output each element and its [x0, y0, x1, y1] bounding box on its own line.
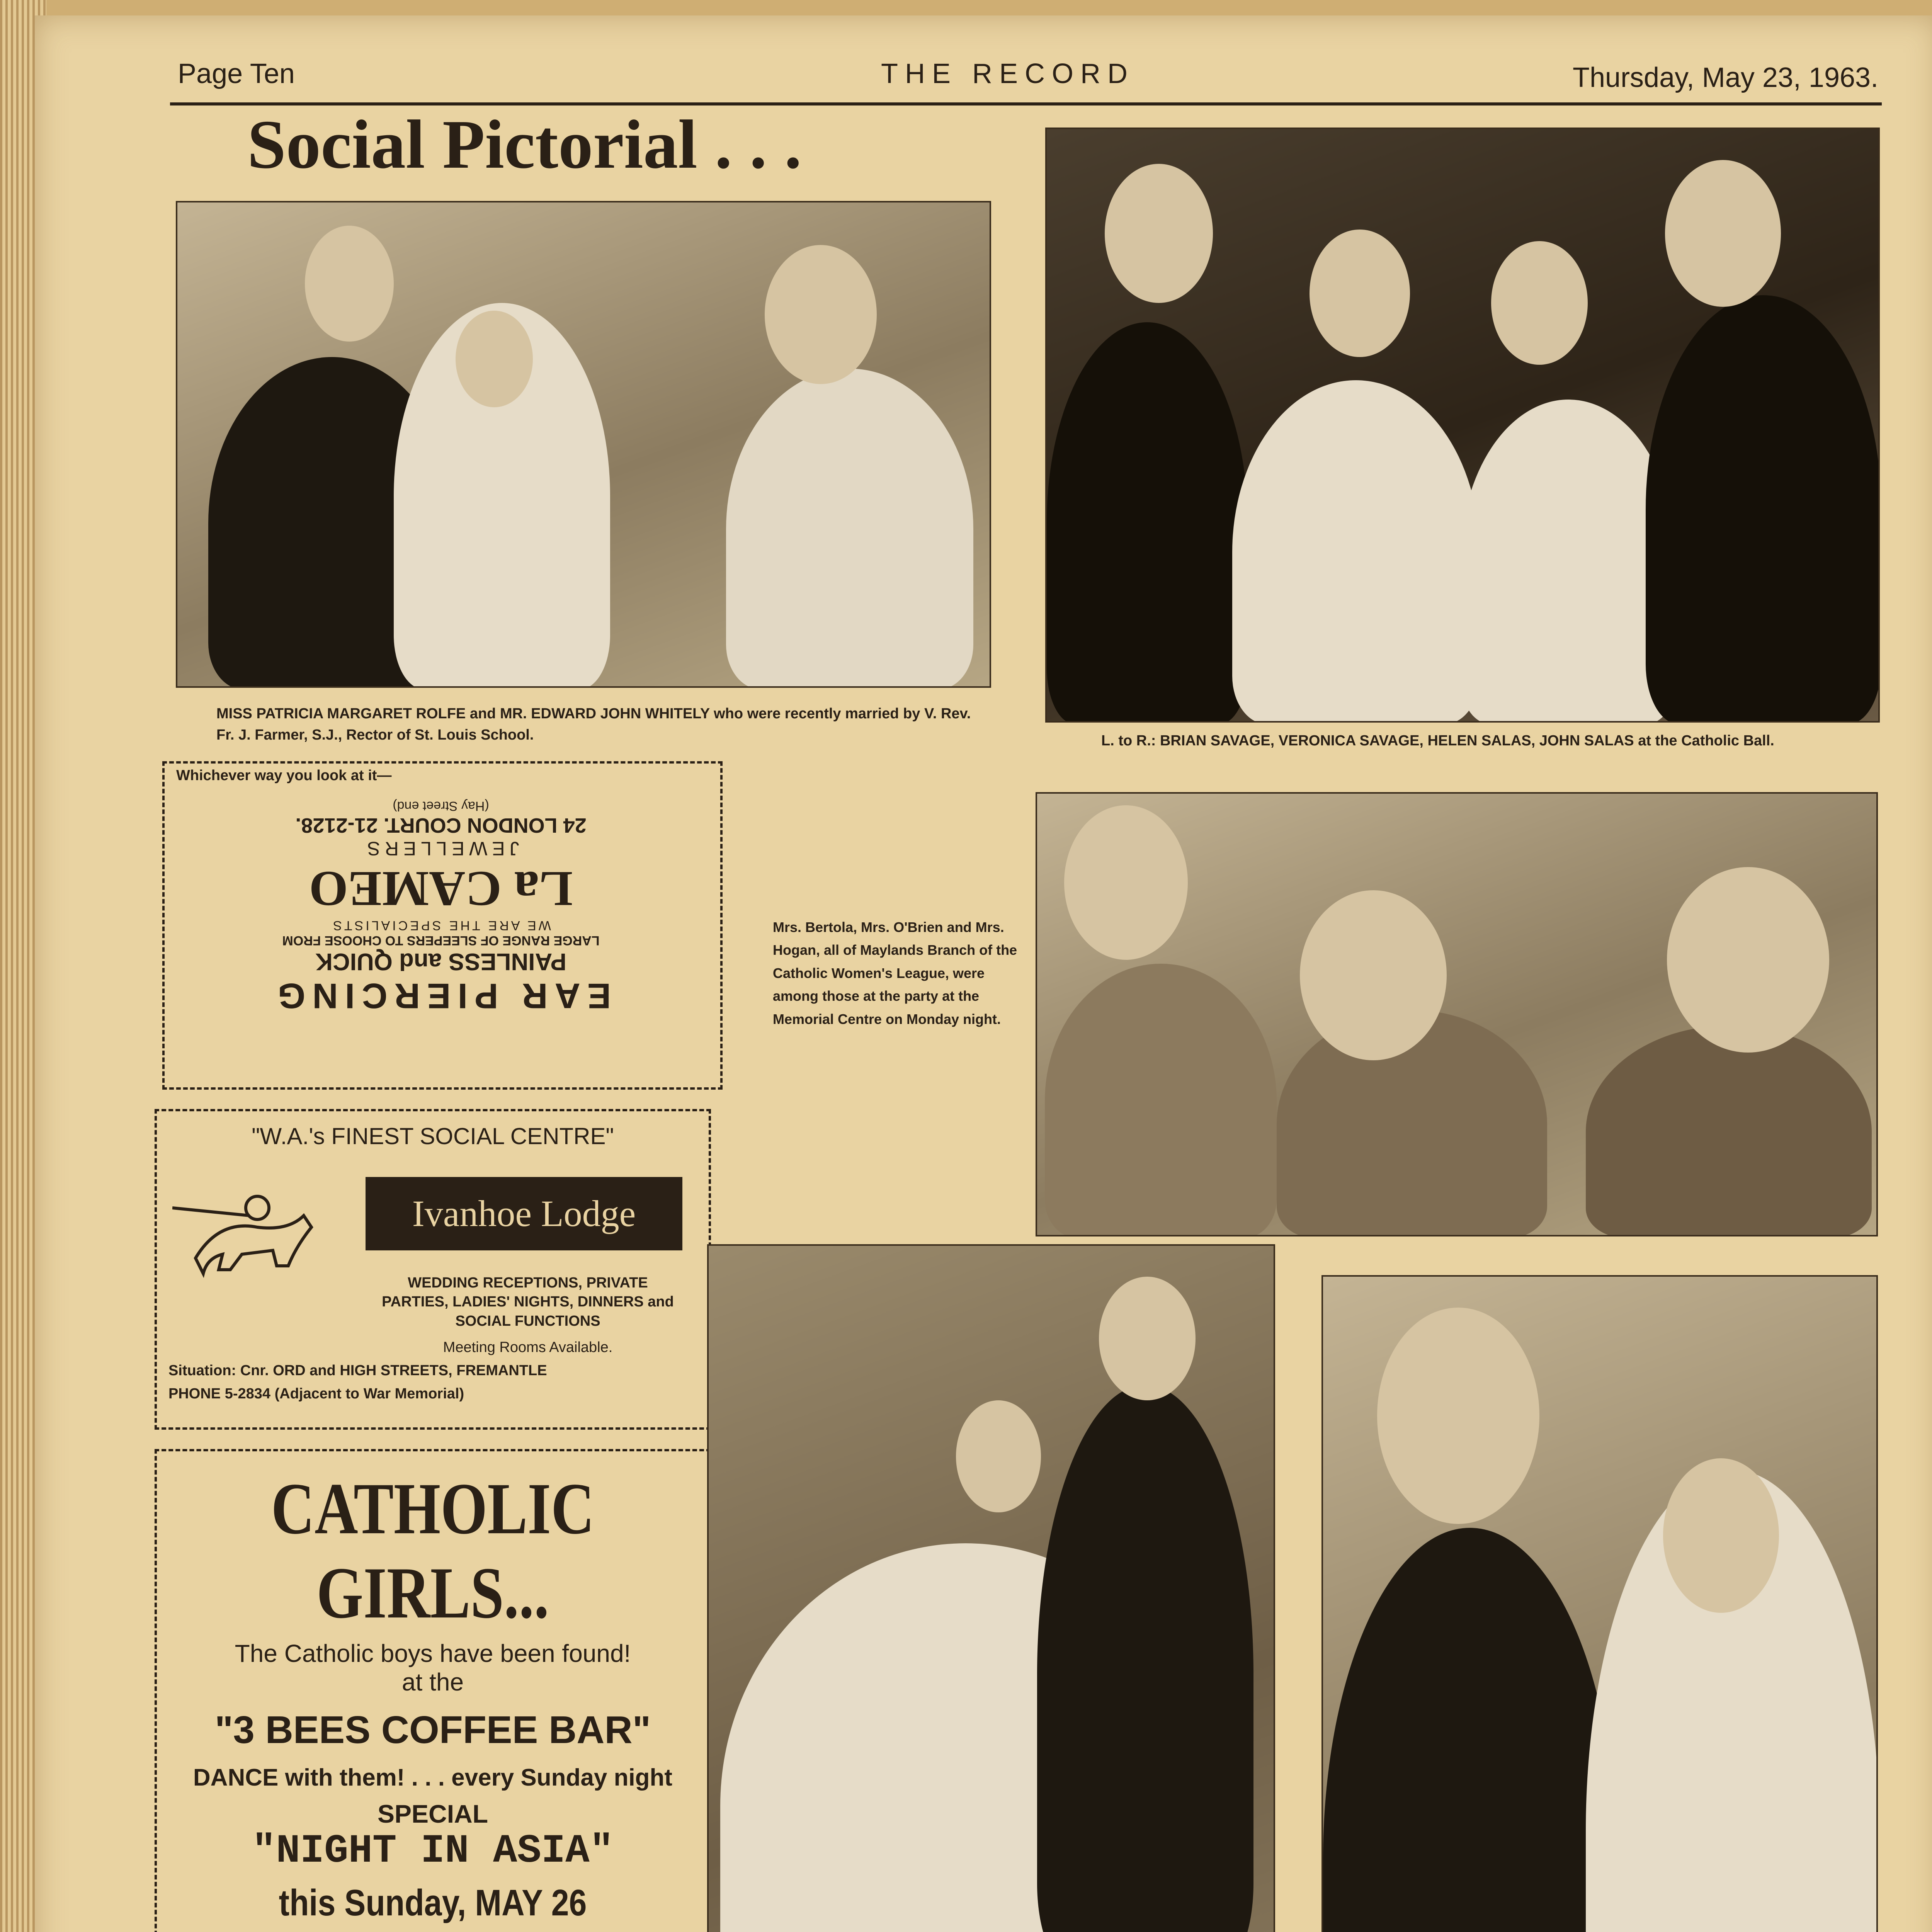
anne-lynette-face [1663, 1458, 1779, 1613]
photo-cwl-ladies [1036, 792, 1878, 1236]
ad-catholic-girls [155, 1449, 711, 1932]
john-salas-figure [1646, 295, 1880, 723]
cameo-specialists: WE ARE THE SPECIALISTS [331, 918, 551, 933]
helen-salas-figure [1460, 400, 1677, 723]
veronica-brown-face [956, 1400, 1041, 1512]
priest-face [765, 245, 877, 384]
ivanhoe-tagline: "W.A.'s FINEST SOCIAL CENTRE" [252, 1123, 614, 1149]
girls-title: CATHOLIC GIRLS... [271, 1468, 595, 1634]
terry-edwards-face [1099, 1277, 1196, 1400]
john-hooper-figure [1323, 1528, 1617, 1932]
veronica-savage-figure [1232, 380, 1480, 723]
veronica-savage-face [1310, 230, 1410, 357]
girls-night-in-asia: "NIGHT IN ASIA" [252, 1828, 614, 1874]
girls-date: this Sunday, MAY 26 [279, 1882, 587, 1923]
john-hooper-face [1377, 1308, 1539, 1524]
mrs-obrien-face [1300, 890, 1447, 1060]
caption-cwl-party: Mrs. Bertola, Mrs. O'Brien and Mrs. Hogan, all of Maylands Branch of the Catholic Women's League, were among those at the party at the Memorial Centre on Monday night. [773, 919, 1017, 1027]
ivanhoe-lodge-name: Ivanhoe Lodge [366, 1177, 682, 1250]
cameo-ear-piercing: EAR PIERCING [270, 976, 611, 1015]
ad-ivanhoe-lodge [155, 1109, 711, 1430]
mrs-hogan-figure [1586, 1026, 1872, 1236]
priest-figure [726, 369, 973, 688]
mrs-bertola-figure [1045, 964, 1277, 1236]
cameo-painless: PAINLESS and QUICK [315, 948, 566, 975]
brian-savage-figure [1047, 322, 1248, 723]
photo-rolfe-whitely-wedding [176, 201, 991, 688]
mrs-hogan-face [1667, 867, 1829, 1053]
cameo-address: 24 LONDON COURT. 21-2128. [295, 814, 587, 837]
ivanhoe-phone: PHONE 5-2834 (Adjacent to War Memorial) [168, 1386, 464, 1402]
girls-line1: The Catholic boys have been found! [235, 1639, 631, 1667]
photo-dawson-hooper [1321, 1275, 1878, 1932]
cameo-street-note: (Hay Street end) [393, 799, 489, 813]
ivanhoe-description: WEDDING RECEPTIONS, PRIVATE PARTIES, LADIES' NIGHTS, DINNERS and SOCIAL FUNCTIONS [382, 1275, 674, 1329]
issue-date: Thursday, May 23, 1963. [1573, 62, 1879, 93]
cameo-intro: Whichever way you look at it— [176, 767, 392, 784]
caption-catholic-ball: L. to R.: BRIAN SAVAGE, VERONICA SAVAGE, HELEN SALAS, JOHN SALAS at the Catholic Ball. [1101, 733, 1774, 749]
ivanhoe-rooms: Meeting Rooms Available. [443, 1339, 613, 1355]
cameo-name: La CAMEO [309, 861, 573, 917]
cameo-jewellers: JEWELLERS [362, 838, 519, 859]
caption-rolfe-whitely: MISS PATRICIA MARGARET ROLFE and MR. EDWARD JOHN WHITELY who were recently married by V. Rev. Fr. J. Farmer, S.J., Rector of St. Louis School. [216, 706, 971, 743]
girls-dance-rest: with them! . . . every Sunday night [285, 1764, 673, 1791]
helen-salas-face [1491, 241, 1588, 365]
girls-venue: "3 BEES COFFEE BAR" [214, 1708, 651, 1752]
mrs-bertola-face [1064, 805, 1188, 960]
photo-brown-edwards [707, 1244, 1275, 1932]
john-salas-face [1665, 160, 1781, 307]
groom-face [305, 226, 394, 342]
knight-on-horse-icon [172, 1173, 342, 1289]
masthead: THE RECORD [881, 58, 1135, 89]
brian-savage-face [1105, 164, 1213, 303]
photo-catholic-ball [1045, 128, 1880, 723]
girls-line2: at the [401, 1668, 464, 1696]
cameo-sleepers: LARGE RANGE OF SLEEPERS TO CHOOSE FROM [282, 933, 600, 948]
ivanhoe-situation: Situation: Cnr. ORD and HIGH STREETS, FREMANTLE [168, 1362, 547, 1379]
page-number: Page Ten [178, 58, 295, 89]
girls-special: SPECIAL [377, 1799, 488, 1828]
page-headline: Social Pictorial . . . [247, 106, 802, 183]
bride-face [456, 311, 533, 407]
ad-la-cameo [162, 761, 723, 1090]
girls-dance: DANCE [193, 1764, 279, 1791]
terry-edwards-figure [1037, 1385, 1253, 1932]
